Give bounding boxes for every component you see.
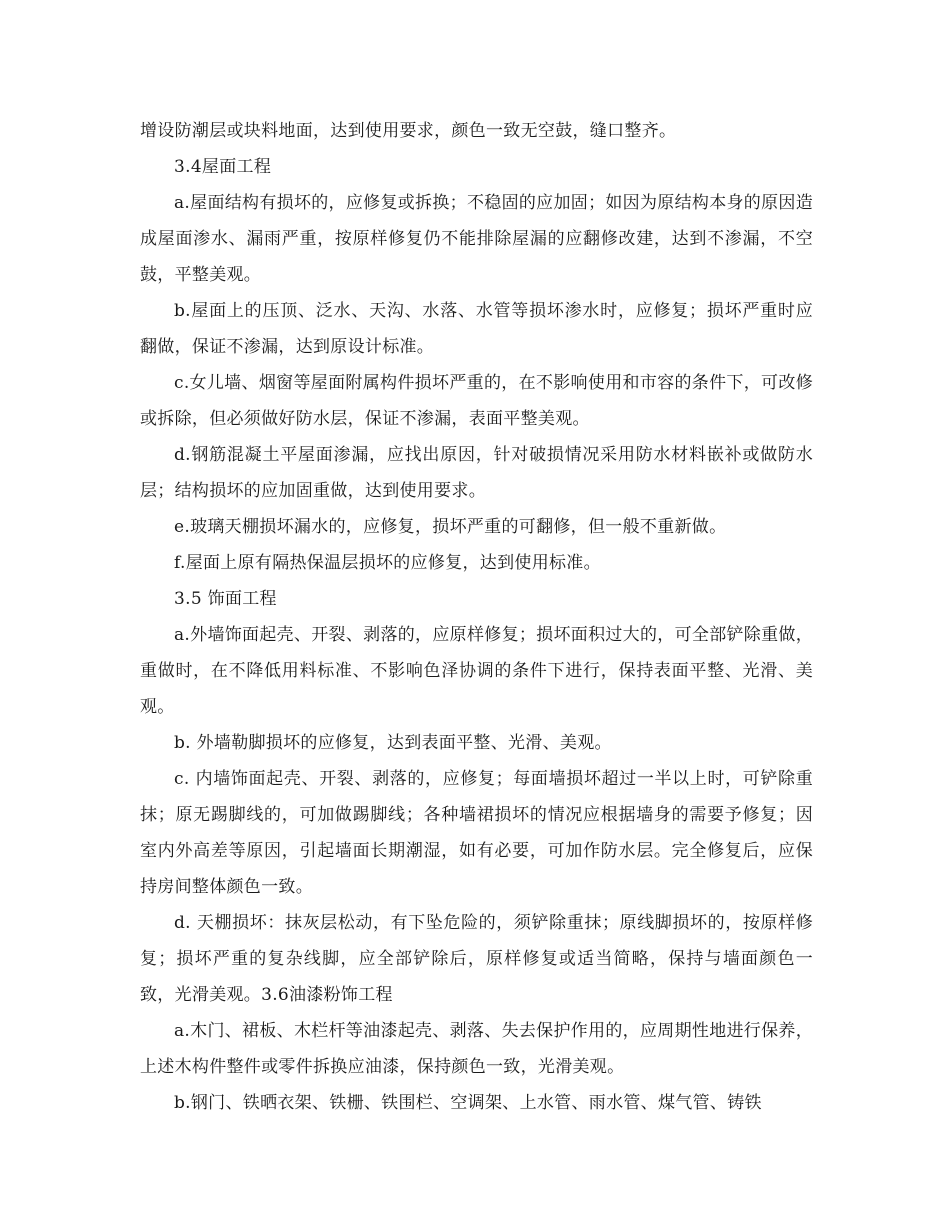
paragraph-finish-b: b. 外墙勒脚损坏的应修复，达到表面平整、光滑、美观。 <box>174 733 612 753</box>
paragraph-roof-d: d.钢筋混凝土平屋面渗漏，应找出原因，针对破损情况采用防水材料嵌补或做防水层；结构损坏的应加固重做，达到使用要求。 <box>140 445 813 501</box>
paragraph-finish-a: a.外墙饰面起壳、开裂、剥落的，应原样修复；损坏面积过大的，可全部铲除重做，重做时，在不降低用料标准、不影响色泽协调的条件下进行，保持表面平整、光滑、美观。 <box>140 625 813 717</box>
paragraph-paint-b: b.钢门、铁晒衣架、铁栅、铁围栏、空调架、上水管、雨水管、煤气管、铸铁 <box>174 1093 762 1113</box>
paragraph-roof-b: b.屋面上的压顶、泛水、天沟、水落、水管等损坏渗水时，应修复；损坏严重时应翻做，保证不渗漏，达到原设计标准。 <box>140 301 813 357</box>
paragraph-paint-a: a.木门、裙板、木栏杆等油漆起壳、剥落、失去保护作用的，应周期性地进行保养，上述木构件整件或零件拆换应油漆，保持颜色一致，光滑美观。 <box>140 1021 813 1077</box>
paragraph-continuation: 增设防潮层或块料地面，达到使用要求，颜色一致无空鼓，缝口整齐。 <box>140 121 677 141</box>
section-heading-finish: 3.5 饰面工程 <box>174 589 277 609</box>
paragraph-finish-c: c. 内墙饰面起壳、开裂、剥落的，应修复；每面墙损坏超过一半以上时，可铲除重抹；原无踢脚线的，可加做踢脚线；各种墙裙损坏的情况应根据墙身的需要予修复；因室内外高差等原因，引起墙面长期潮湿，如有必要，可加作防水层。完全修复后，应保持房间整体颜色一致。 <box>140 769 813 897</box>
paragraph-roof-e: e.玻璃天棚损坏漏水的，应修复，损坏严重的可翻修，但一般不重新做。 <box>174 517 727 537</box>
paragraph-roof-c: c.女儿墙、烟窗等屋面附属构件损坏严重的，在不影响使用和市容的条件下，可改修或拆除，但必须做好防水层，保证不渗漏，表面平整美观。 <box>140 373 813 429</box>
paragraph-finish-d: d. 天棚损坏：抹灰层松动，有下坠危险的，须铲除重抹；原线脚损坏的，按原样修复；损坏严重的复杂线脚，应全部铲除后，原样修复或适当简略，保持与墙面颜色一致，光滑美观。3.6油漆粉饰工程 <box>140 913 813 1005</box>
section-heading-roof: 3.4屋面工程 <box>174 157 272 177</box>
paragraph-roof-f: f.屋面上原有隔热保温层损坏的应修复，达到使用标准。 <box>174 553 601 573</box>
paragraph-roof-a: a.屋面结构有损坏的，应修复或拆换；不稳固的应加固；如因为原结构本身的原因造成屋面渗水、漏雨严重，按原样修复仍不能排除屋漏的应翻修改建，达到不渗漏，不空鼓，平整美观。 <box>140 193 813 285</box>
